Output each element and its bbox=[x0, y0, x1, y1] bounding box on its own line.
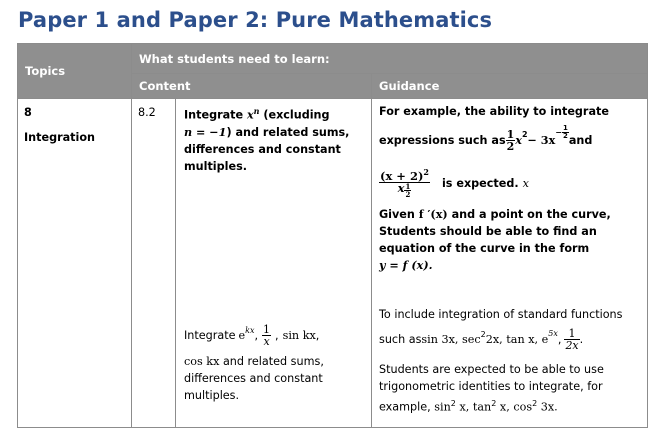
reference-cell bbox=[132, 99, 176, 428]
one-over-2x-fraction: $\frac{1}{2x}$ bbox=[565, 326, 579, 352]
content-header: Content bbox=[132, 74, 372, 99]
guidance-standard-functions: To include integration of standard functions such as sin 3x, sec $^2$ 2x, tan x, e $^{5x}$ , $\frac{1}{2x}$ . bbox=[379, 308, 623, 352]
half-fraction: $\frac{1}{2}$ bbox=[506, 127, 515, 153]
topic-cell bbox=[18, 99, 132, 428]
guidance-trig-identities: Students are expected to be able to use trigonometric identities to integrate, for example, $\sin^2 x$, $\tan^2 x$, $\cos^2 3x$. bbox=[379, 363, 604, 414]
content-item-integrate-xn: Integrate $x^n$ (excluding n = −1) and related sums, differences and constant multiples. bbox=[184, 106, 350, 173]
guidance-integration-example: For example, the ability to integrate expressions such as $\frac{1}{2}$ x $^2$ − 3x − $\frac{1}{2}$ and $(x + 2)^2$ x $\frac{1}{2}$ is expected. x Given f ′(x) and a point on the curve, Students should be able to find an equation of the curve in the form y = f (x). bbox=[379, 105, 611, 272]
what-students-need-header: What students need to learn: bbox=[132, 44, 648, 74]
topic-number: 8 bbox=[24, 106, 32, 119]
content-cell bbox=[176, 99, 372, 428]
guidance-header: Guidance bbox=[372, 74, 648, 99]
reference-number: 8.2 bbox=[138, 106, 156, 119]
specification-table bbox=[17, 43, 648, 428]
topic-name: Integration bbox=[24, 131, 95, 144]
one-over-x-fraction: $\frac{1}{x}$ bbox=[263, 322, 271, 348]
topics-header: Topics bbox=[18, 44, 132, 99]
rational-expression-fraction: $(x + 2)^2$ x $\frac{1}{2}$ bbox=[380, 166, 429, 200]
page-title: Paper 1 and Paper 2: Pure Mathematics bbox=[18, 8, 493, 32]
content-item-standard-functions: Integrate e $^{kx}$ , $\frac{1}{x}$ , sin kx , cos kx and related sums, differences and constant multiples. bbox=[184, 322, 324, 402]
guidance-cell bbox=[372, 99, 648, 428]
